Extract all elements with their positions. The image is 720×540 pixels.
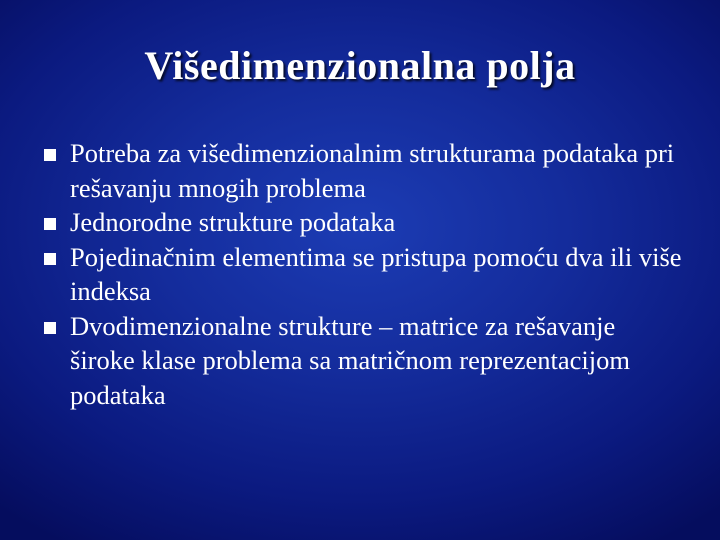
- bullet-text: Dvodimenzionalne strukture – matrice za rešavanje široke klase problema sa matričnom reprezentacijom podataka: [70, 310, 630, 410]
- bullet-item: [44, 136, 684, 205]
- bullet-list: [44, 136, 684, 412]
- bullet-text: Jednorodne strukture podataka: [70, 207, 396, 237]
- bullet-item: [44, 205, 684, 240]
- bullet-text: Potreba za višedimenzionalnim strukturama podataka pri rešavanju mnogih problema: [70, 138, 675, 203]
- bullet-item: [44, 309, 684, 413]
- square-bullet-icon: [44, 253, 56, 265]
- square-bullet-icon: [44, 149, 56, 161]
- square-bullet-icon: [44, 322, 56, 334]
- square-bullet-icon: [44, 218, 56, 230]
- slide-title: Višedimenzionalna polja: [144, 43, 576, 88]
- bullet-text: Pojedinačnim elementima se pristupa pomoću dva ili više indeksa: [70, 241, 682, 306]
- bullet-item: [44, 240, 684, 309]
